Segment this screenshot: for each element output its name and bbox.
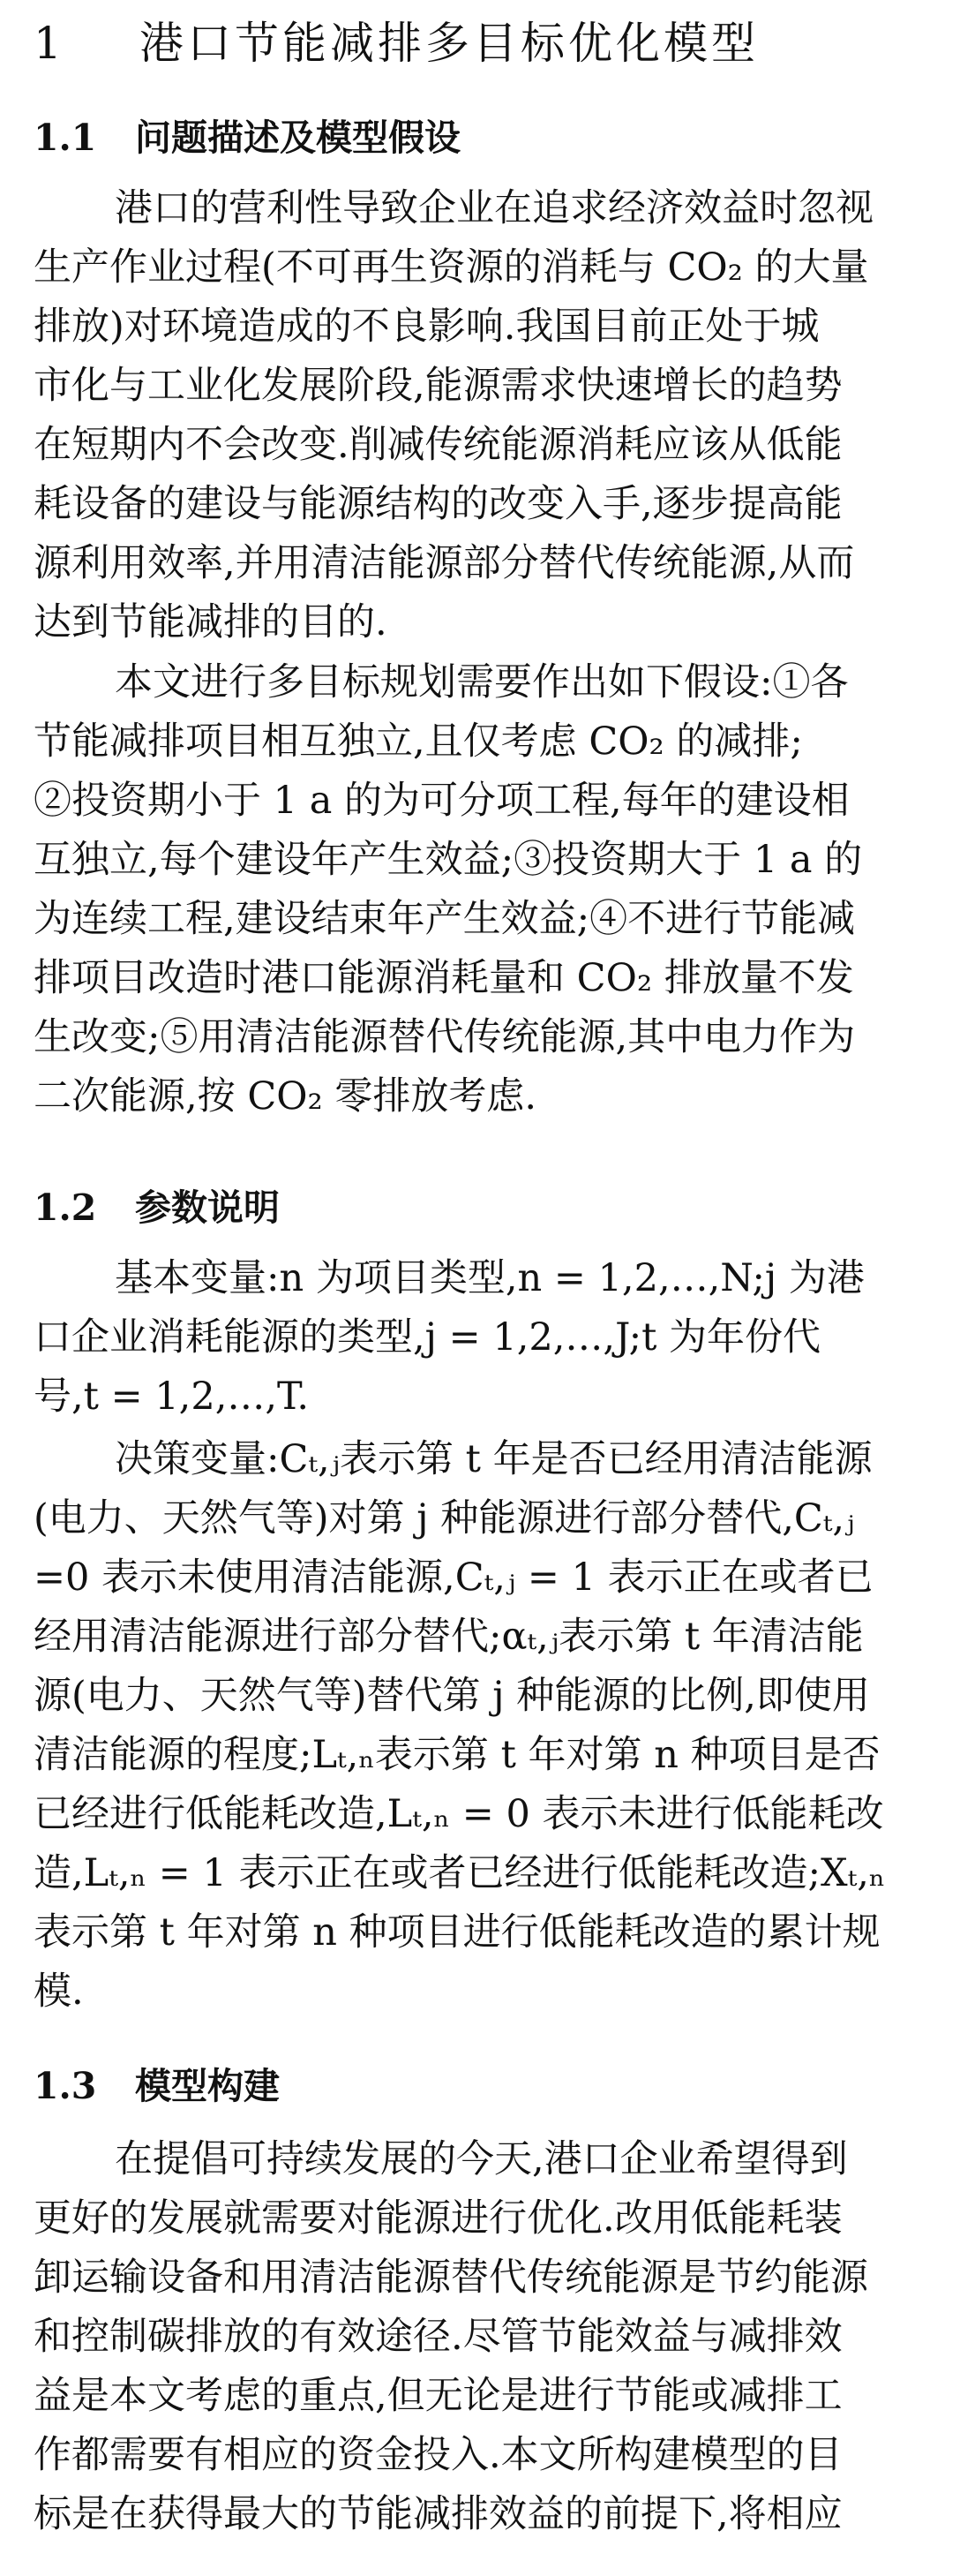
text-line: 为连续工程,建设结束年产生效益;④不进行节能减 [34,897,856,941]
text-line: 造,Lₜ,ₙ = 1 表示正在或者已经进行低能耗改造;Xₜ,ₙ [34,1851,886,1895]
text-line: 排放)对环境造成的不良影响.我国目前正处于城 [34,305,820,349]
text-line: 标是在获得最大的节能减排效益的前提下,将相应 [34,2492,843,2536]
subsection-title: 模型构建 [135,2065,280,2107]
text-line: 决策变量:Cₜ,ⱼ表示第 t 年是否已经用清洁能源 [115,1437,873,1481]
text-line: 源利用效率,并用清洁能源部分替代传统能源,从而 [34,541,855,585]
text-line: 节能减排项目相互独立,且仅考虑 CO₂ 的减排; [34,719,803,764]
subsection-title: 问题描述及模型假设 [135,117,461,159]
text-line: 益是本文考虑的重点,但无论是进行节能或减排工 [34,2374,843,2418]
section-title: 港口节能减排多目标优化模型 [139,18,759,69]
section-heading [34,12,759,74]
text-line: 生产作业过程(不可再生资源的消耗与 CO₂ 的大量 [34,245,869,290]
text-line: 生改变;⑤用清洁能源替代传统能源,其中电力作为 [34,1015,856,1059]
subsection-title: 参数说明 [135,1186,280,1229]
text-line: 市化与工业化发展阶段,能源需求快速增长的趋势 [34,364,843,408]
text-line: 基本变量:n 为项目类型,n = 1,2,…,N;j 为港 [115,1256,865,1300]
subsection-heading-1-2 [34,1183,280,1232]
subsection-heading-1-1 [34,113,461,162]
text-line: 卸运输设备和用清洁能源替代传统能源是节约能源 [34,2256,868,2300]
text-line: 模. [34,1970,84,2014]
text-line: 达到节能减排的目的. [34,600,387,644]
paragraph-basic-variables [34,1249,942,1427]
text-line: 耗设备的建设与能源结构的改变入手,逐步提高能 [34,482,843,526]
text-line: 清洁能源的程度;Lₜ,ₙ表示第 t 年对第 n 种项目是否 [34,1733,881,1777]
paragraph-problem-description [34,179,942,652]
text-line: 经用清洁能源进行部分替代;αₜ,ⱼ表示第 t 年清洁能 [34,1615,864,1659]
text-line: 口企业消耗能源的类型,j = 1,2,…,J;t 为年份代 [34,1315,821,1360]
text-line: 已经进行低能耗改造,Lₜ,ₙ = 0 表示未进行低能耗改 [34,1792,884,1836]
text-line: 作都需要有相应的资金投入.本文所构建模型的目 [34,2433,843,2477]
text-line: (电力、天然气等)对第 j 种能源进行部分替代,Cₜ,ⱼ [34,1496,855,1540]
subsection-number: 1.2 [34,1186,97,1229]
text-line: 排项目改造时港口能源消耗量和 CO₂ 排放量不发 [34,956,854,1000]
text-line: 二次能源,按 CO₂ 零排放考虑. [34,1074,537,1119]
text-line: 表示第 t 年对第 n 种项目进行低能耗改造的累计规 [34,1910,881,1955]
subsection-number: 1.3 [34,2065,97,2107]
text-line: 源(电力、天然气等)替代第 j 种能源的比例,即使用 [34,1674,870,1718]
text-line: 号,t = 1,2,…,T. [34,1375,310,1419]
text-line: 在提倡可持续发展的今天,港口企业希望得到 [115,2137,848,2181]
text-line: 更好的发展就需要对能源进行优化.改用低能耗装 [34,2196,843,2241]
text-line: 和控制碳排放的有效途径.尽管节能效益与减排效 [34,2315,843,2359]
subsection-number: 1.1 [34,117,97,159]
text-line: 在短期内不会改变.削减传统能源消耗应该从低能 [34,423,843,467]
subsection-heading-1-3 [34,2061,280,2111]
section-number: 1 [34,18,65,69]
text-line: ②投资期小于 1 a 的为可分项工程,每年的建设相 [34,779,850,823]
text-line: 港口的营利性导致企业在追求经济效益时忽视 [115,186,874,230]
text-line: 本文进行多目标规划需要作出如下假设:①各 [115,660,849,704]
paragraph-model-construction [34,2130,942,2544]
text-line: 互独立,每个建设年产生效益;③投资期大于 1 a 的 [34,838,863,882]
paragraph-decision-variables [34,1430,942,2022]
text-line: =0 表示未使用清洁能源,Cₜ,ⱼ = 1 表示正在或者已 [34,1555,874,1600]
paragraph-assumptions [34,653,942,1126]
